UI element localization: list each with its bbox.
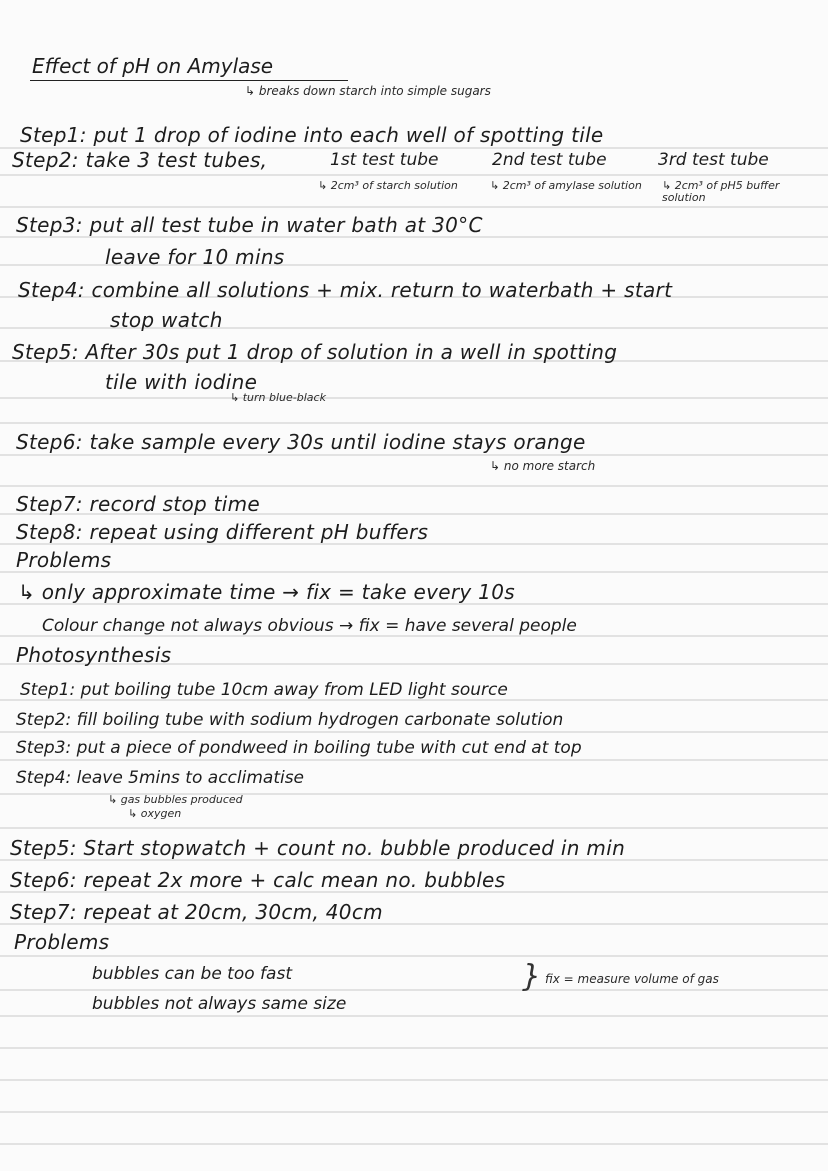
amylase-step-4: Step4: combine all solutions + mix. return to waterbath + start [18,278,673,302]
title-underline [30,80,348,81]
photo-step-4-note-1: ↳ gas bubbles produced [108,793,243,806]
photo-problems-heading: Problems [14,930,110,954]
amylase-step-5: Step5: After 30s put 1 drop of solution in a well in spotting [12,340,618,364]
amylase-step-2: Step2: take 3 test tubes, [12,148,268,172]
test-tube-3-content: ↳ 2cm³ of pH5 buffer solution [662,179,780,204]
amylase-step-3-cont: leave for 10 mins [105,245,285,269]
amylase-step-5-note: ↳ turn blue-black [230,391,326,404]
amylase-step-5-cont: tile with iodine [105,370,258,394]
test-tube-2-label: 2nd test tube [492,150,607,170]
photo-step-1: Step1: put boiling tube 10cm away from LED light source [20,680,508,700]
amylase-problems-heading: Problems [16,548,112,572]
amylase-problem-1: ↳ only approximate time → fix = take every 10s [18,580,515,604]
amylase-problem-2: Colour change not always obvious → fix = have several people [42,616,577,636]
brace-icon: } [522,959,542,994]
photo-step-7: Step7: repeat at 20cm, 30cm, 40cm [10,900,383,924]
photo-step-5: Step5: Start stopwatch + count no. bubble produced in min [10,836,626,860]
photo-problem-2: bubbles not always same size [92,994,347,1014]
photo-step-4: Step4: leave 5mins to acclimatise [16,768,305,788]
photo-step-3: Step3: put a piece of pondweed in boiling tube with cut end at top [16,738,582,758]
test-tube-2-content: ↳ 2cm³ of amylase solution [490,179,642,192]
test-tube-3-label: 3rd test tube [658,150,769,170]
photo-step-6: Step6: repeat 2x more + calc mean no. bubbles [10,868,506,892]
photo-fix: fix = measure volume of gas [545,972,719,986]
amylase-step-6: Step6: take sample every 30s until iodine stays orange [16,430,586,454]
amylase-step-8: Step8: repeat using different pH buffers [16,520,429,544]
amylase-step-6-note: ↳ no more starch [490,459,596,473]
photo-step-4-note-2: ↳ oxygen [128,807,182,820]
amylase-step-1: Step1: put 1 drop of iodine into each well of spotting tile [20,123,604,147]
photo-step-2: Step2: fill boiling tube with sodium hydrogen carbonate solution [16,710,564,730]
title-subnote: ↳ breaks down starch into simple sugars [245,84,491,98]
photo-problem-1: bubbles can be too fast [92,964,292,984]
photosynthesis-heading: Photosynthesis [16,643,172,667]
page-title: Effect of pH on Amylase [32,54,274,78]
amylase-step-4-cont: stop watch [110,308,223,332]
test-tube-1-label: 1st test tube [330,150,439,170]
amylase-step-7: Step7: record stop time [16,492,261,516]
amylase-step-3: Step3: put all test tube in water bath at 30°C [16,213,483,237]
test-tube-1-content: ↳ 2cm³ of starch solution [318,179,458,192]
